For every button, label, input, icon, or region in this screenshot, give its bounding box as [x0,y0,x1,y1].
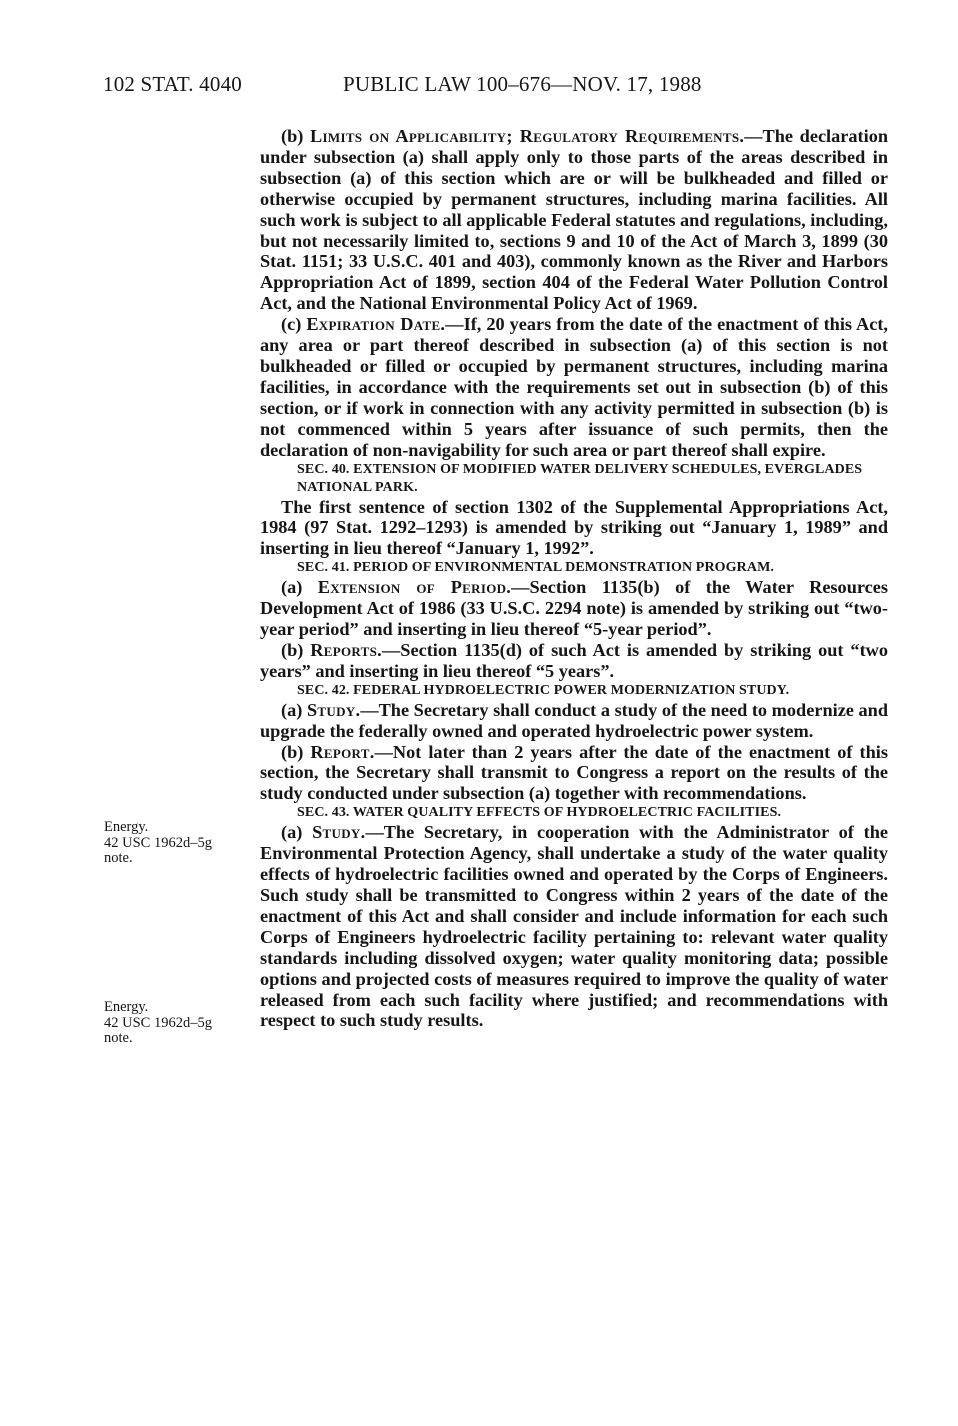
margin-note [104,1000,254,1047]
subsection-heading: Study. [312,822,366,843]
subsection-text: —The Secretary, in cooperation with the Administrator of the Environmental Protection Agency, shall undertake a study of the water quality effects of hydroelectric facilities owned and operated by the Corps of Engineers. Such study shall be transmitted to Congress within 2 years of the date of the enactment of this Act and shall consider and include information for each such Corps of Engineers hydroelectric facility pertaining to: relevant water quality standards including dissolved oxygen; water quality monitoring data; possible options and projected costs of measures required to improve the quality of water released from each such facility where justified; and recommendations with respect to such study results. [260,822,888,1031]
subsection-label: (b) [281,639,311,660]
section-43-subsection-a [260,822,888,1031]
page-reference: 102 STAT. 4040 [103,72,242,96]
subsection-label: (a) [281,577,318,598]
subsection-b-limits [260,126,888,314]
section-42-subsection-b [260,742,888,805]
subsection-label: (b) [281,126,311,146]
law-title: PUBLIC LAW 100–676—NOV. 17, 1988 [343,72,702,96]
subsection-text: —If, 20 years from the date of the enactment of this Act, any area or part thereof described in subsection (a) of this section is not bulkheaded or filled or occupied by permanent structures, including marina facilities, in accordance with the requirements set out in subsection (b) of this section, or if work in connection with any activity permitted in subsection (b) is not commenced within 5 years after issuance of such permits, then the declaration of non-navigability for such area or part thereof shall expire. [260,314,889,460]
page-body [260,126,888,1031]
margin-note-topic: Energy. [104,999,149,1015]
margin-note-suffix: note. [104,1030,133,1046]
section-40-text: The first sentence of section 1302 of the Supplemental Appropriations Act, 1984 (97 Stat. 1292–1293) is amended by striking out “January 1, 1989” and inserting in lieu thereof “January 1, 1992”. [260,496,888,559]
section-41-subsection-a [260,577,888,640]
subsection-label: (a) [281,699,307,720]
margin-note [104,820,254,867]
margin-note-topic: Energy. [104,819,149,835]
subsection-text: —Section 1135(b) of the Water Resources Development Act of 1986 (33 U.S.C. 2294 note) is amended by striking out “two-year period” and inserting in lieu thereof “5-year period”. [260,577,888,640]
subsection-text: —The declaration under subsection (a) shall apply only to those parts of the areas described in subsection (a) of this section which are or will be bulkheaded and filled or otherwise occupied by permanent structures, including marina facilities. All such work is subject to all applicable Federal statutes and regulations, including, but not necessarily limited to, sections 9 and 10 of the Act of March 3, 1899 (30 Stat. 1151; 33 U.S.C. 401 and 403), commonly known as the River and Harbors Appropriation Act of 1899, section 404 of the Federal Water Pollution Control Act, and the National Environmental Policy Act of 1969. [260,126,889,314]
margin-note-suffix: note. [104,850,133,866]
subsection-heading: Limits on Applicability; Regulatory Requirements. [310,126,745,146]
section-41-subsection-b [260,640,888,682]
subsection-c-expiration [260,314,888,460]
section-42-subsection-a [260,700,888,742]
subsection-heading: Extension of Period. [317,577,512,598]
subsection-label: (b) [281,741,311,762]
section-42-heading: SEC. 42. FEDERAL HYDROELECTRIC POWER MODERNIZATION STUDY. [297,682,790,698]
section-43-heading: SEC. 43. WATER QUALITY EFFECTS OF HYDROELECTRIC FACILITIES. [297,805,782,821]
subsection-heading: Report. [310,741,375,762]
subsection-heading: Study. [306,699,361,720]
subsection-text: —Section 1135(d) of such Act is amended by striking out “two years” and inserting in lieu thereof “5 years”. [260,639,889,681]
section-40-heading: SEC. 40. EXTENSION OF MODIFIED WATER DELIVERY SCHEDULES, EVERGLADES NATIONAL PARK. [297,461,863,495]
subsection-heading: Reports. [310,639,383,660]
margin-note-citation: 42 USC 1962d–5g [104,834,212,851]
section-41-heading: SEC. 41. PERIOD OF ENVIRONMENTAL DEMONSTRATION PROGRAM. [297,560,774,576]
subsection-label: (c) [281,314,307,335]
subsection-text: —Not later than 2 years after the date of the enactment of this section, the Secretary shall transmit to Congress a report on the results of the study conducted under subsection (a) together with recommendations. [260,741,888,804]
subsection-heading: Expiration Date. [306,314,446,335]
subsection-text: —The Secretary shall conduct a study of the need to modernize and upgrade the federally owned and operated hydroelectric power system. [260,699,889,741]
margin-note-citation: 42 USC 1962d–5g [104,1014,212,1031]
page-header [103,72,702,97]
subsection-label: (a) [281,822,313,843]
